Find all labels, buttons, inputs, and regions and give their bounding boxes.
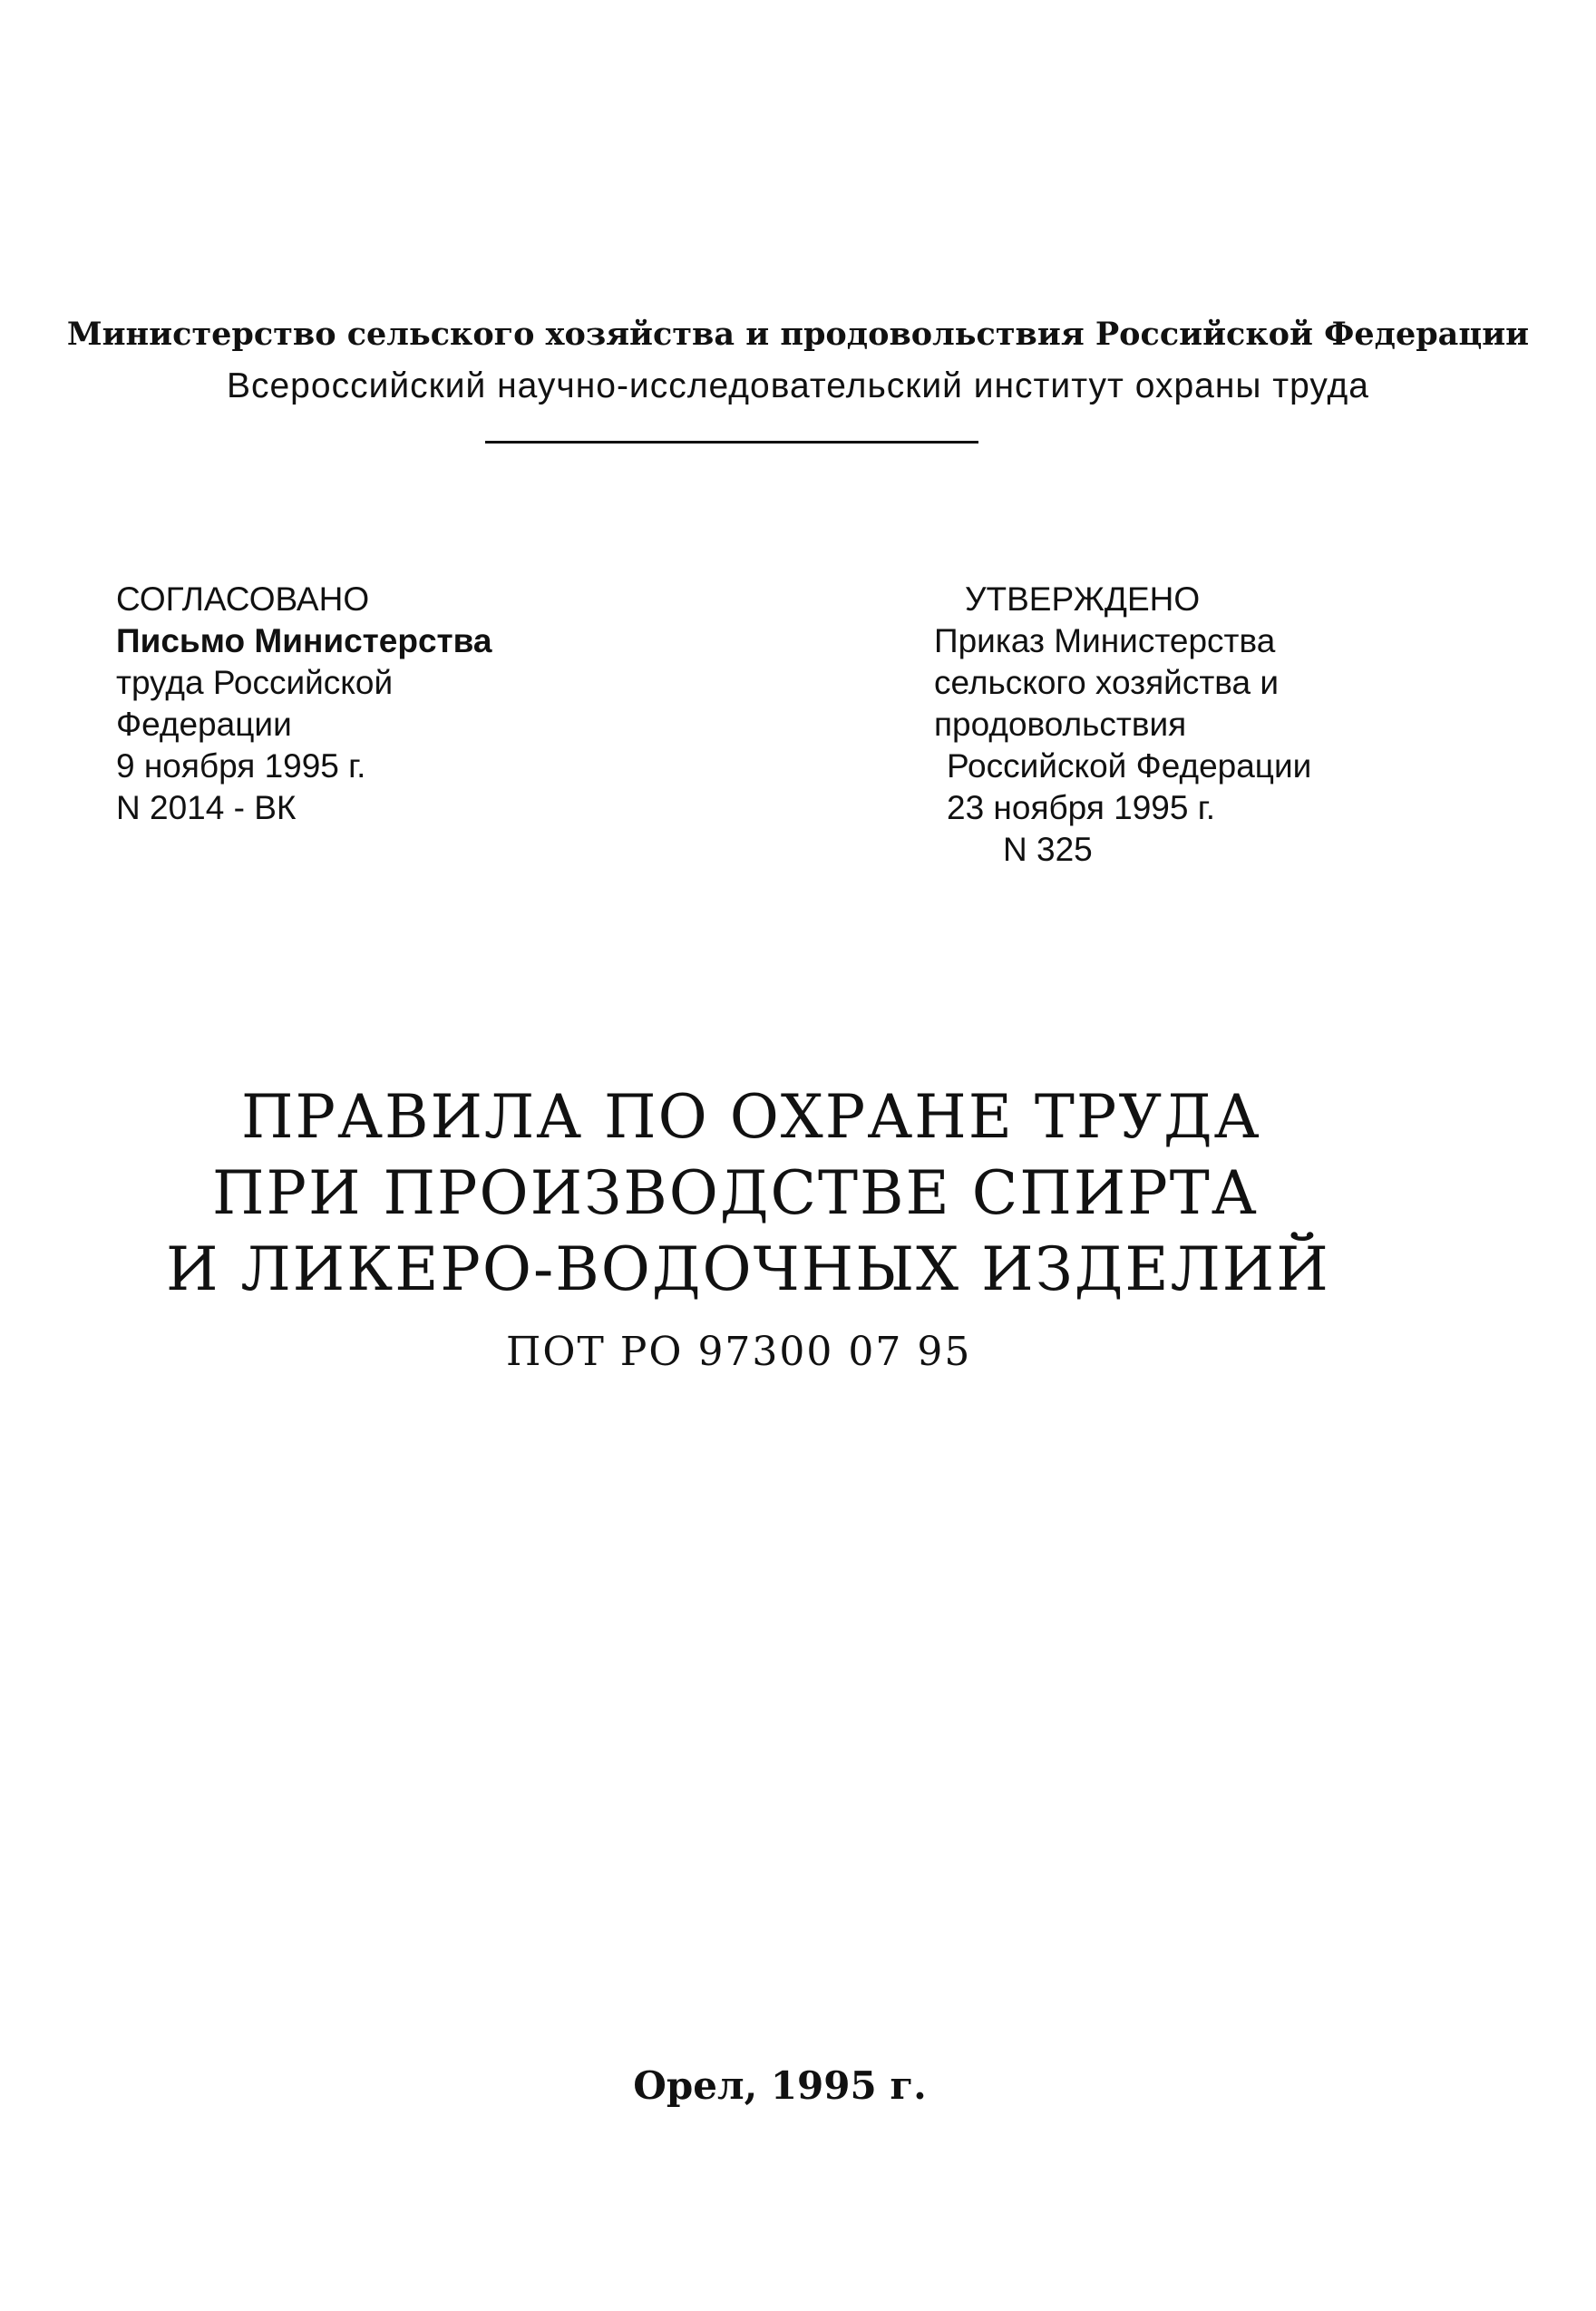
header-divider	[485, 441, 978, 444]
title-line: И ЛИКЕРО-ВОДОЧНЫХ ИЗДЕЛИЙ	[166, 1234, 1330, 1304]
institute-name: Всероссийский научно-исследовательский институт охраны труда	[226, 366, 1369, 405]
approved-line: Приказ Министерства	[934, 622, 1276, 659]
agreed-line: труда Российской	[116, 664, 394, 701]
agreed-line: Федерации	[116, 706, 292, 743]
title-line: ПРАВИЛА ПО ОХРАНЕ ТРУДА	[241, 1082, 1261, 1152]
agreed-heading: СОГЛАСОВАНО	[116, 580, 370, 618]
approved-heading: УТВЕРЖДЕНО	[965, 580, 1201, 618]
ministry-name: Министерство сельского хозяйства и продовольствия Российской Федерации	[66, 316, 1530, 353]
agreed-block	[116, 579, 492, 829]
title-line: ПРИ ПРОИЗВОДСТВЕ СПИРТА	[212, 1158, 1259, 1228]
approved-line: продовольствия	[934, 706, 1187, 743]
agreed-line: 9 ноября 1995 г.	[116, 747, 366, 785]
agreed-line: N 2014 - ВК	[116, 789, 297, 826]
approved-line: сельского хозяйства и	[934, 664, 1280, 701]
approved-line: Российской Федерации	[947, 747, 1312, 785]
approved-line: 23 ноября 1995 г.	[947, 789, 1215, 826]
document-code: ПОТ РО 97300 07 95	[506, 1329, 972, 1375]
approved-line: N 325	[1003, 831, 1093, 868]
imprint: Орел, 1995 г.	[633, 2063, 927, 2108]
agreed-line: Письмо Министерства	[116, 622, 492, 659]
document-title	[0, 1079, 1596, 1308]
approved-block	[934, 579, 1311, 871]
